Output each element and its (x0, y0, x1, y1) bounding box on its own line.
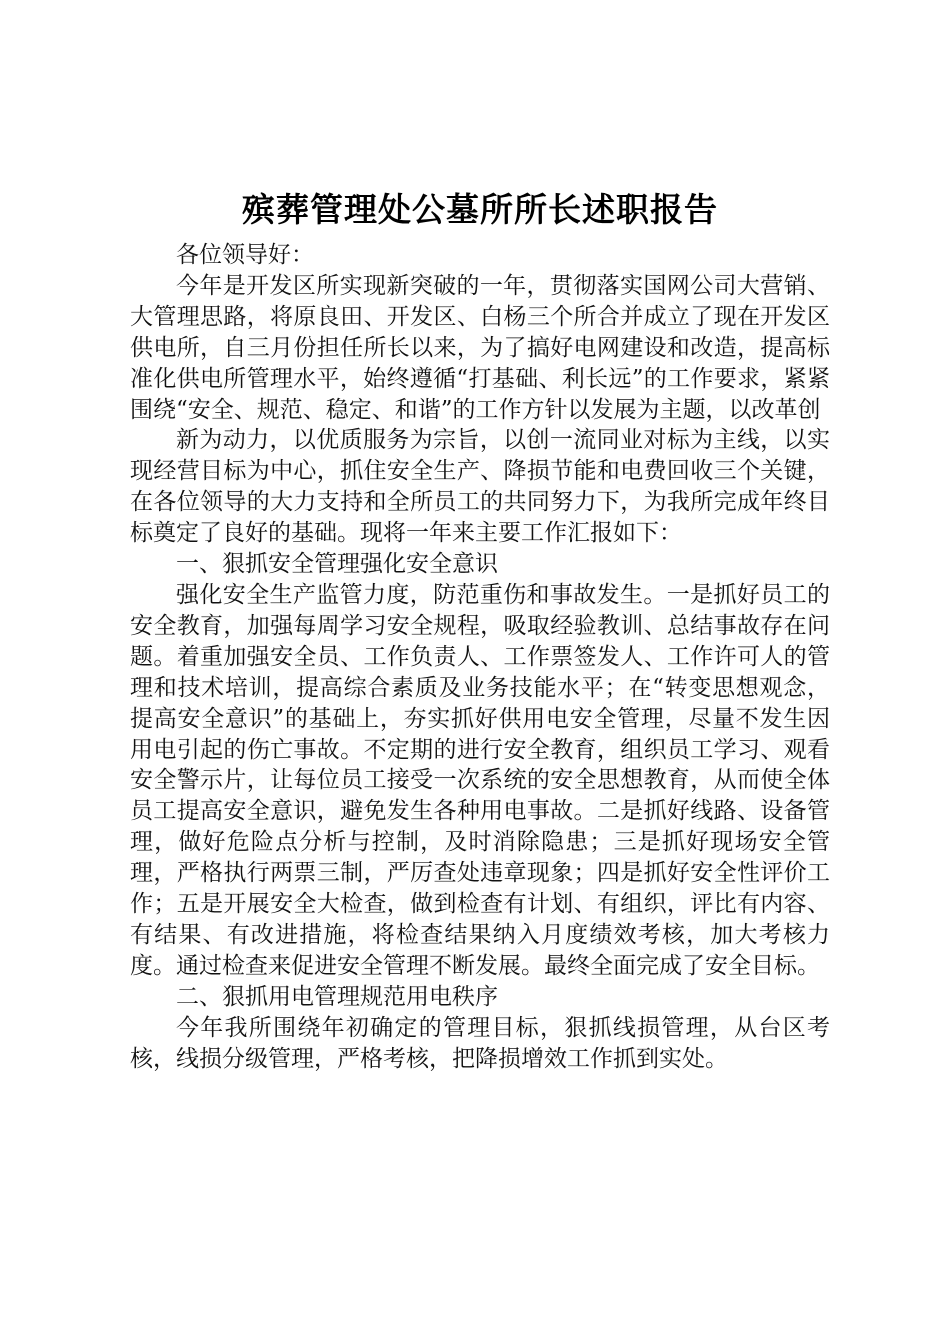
salutation: 各位领导好： (176, 242, 314, 268)
paragraph-intro: 今年是开发区所实现新突破的一年，贯彻落实国网公司大营销、大管理思路，将原良田、开发区、白杨三个所合并成立了现在开发区供电所，自三月份担任所长以来，为了搞好电网建设和改造，提高标准化供电所管理水平，始终遵循“打基础、利长远”的工作要求，紧紧围绕“安全、规范、稳定、和谐”的工作方针以发展为主题，以改革创 (130, 272, 830, 423)
paragraph-power-usage: 今年我所围绕年初确定的管理目标，狠抓线损管理，从台区考核，线损分级管理，严格考核，把降损增效工作抓到实处。 (130, 1014, 830, 1072)
paragraph-safety: 强化安全生产监管力度，防范重伤和事故发生。一是抓好员工的安全教育，加强每周学习安全规程，吸取经验教训、总结事故存在问题。着重加强安全员、工作负责人、工作票签发人、工作许可人的管理和技术培训，提高综合素质及业务技能水平；在“转变思想观念，提高安全意识”的基础上，夯实抓好供用电安全管理，尽量不发生因用电引起的伤亡事故。不定期的进行安全教育，组织员工学习、观看安全警示片，让每位员工接受一次系统的安全思想教育，从而使全体员工提高安全意识，避免发生各种用电事故。二是抓好线路、设备管理，做好危险点分析与控制，及时消除隐患；三是抓好现场安全管理，严格执行两票三制，严厉查处违章现象；四是抓好安全性评价工作；五是开展安全大检查，做到检查有计划、有组织，评比有内容、有结果、有改进措施，将检查结果纳入月度绩效考核，加大考核力度。通过检查来促进安全管理不断发展。最终全面完成了安全目标。 (130, 581, 830, 979)
section-heading-power-usage: 二、狠抓用电管理规范用电秩序 (176, 983, 498, 1010)
document-title: 殡葬管理处公墓所所长述职报告 (242, 190, 718, 229)
paragraph-intro-continued: 新为动力，以优质服务为宗旨，以创一流同业对标为主线，以实现经营目标为中心，抓住安全生产、降损节能和电费回收三个关键，在各位领导的大力支持和全所员工的共同努力下，为我所完成年终目标奠定了良好的基础。现将一年来主要工作汇报如下： (130, 427, 830, 547)
document-page (130, 186, 830, 1074)
section-heading-safety: 一、狠抓安全管理强化安全意识 (176, 551, 498, 578)
